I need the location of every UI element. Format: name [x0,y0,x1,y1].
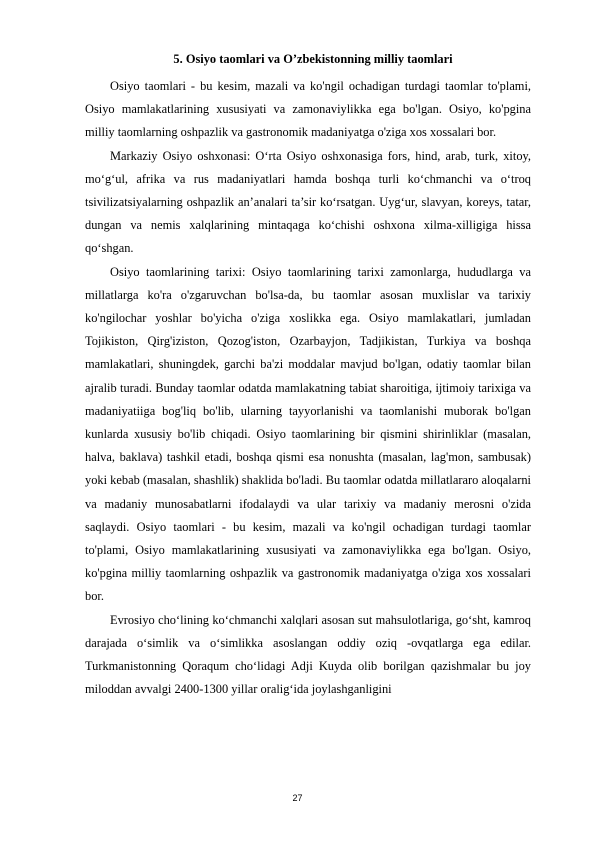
paragraph-central-asia-cuisine: Markaziy Osiyo oshxonasi: O‘rta Osiyo oshxonasiga fors, hind, arab, turk, xitoy, mo‘g‘ul, afrika va rus madaniyatlari hamda boshqa turli ko‘chmanchi va o‘troq tsivilizatsiyalarning oshpazlik an’analari ta’sir ko‘rsatgan. Uyg‘ur, slavyan, koreys, tatar, dungan va nemis xalqlarining mintaqaga ko‘chishi oshxona xilma-xilligiga hissa qo‘shgan. [85,148,531,256]
paragraph-history: Osiyo taomlarining tarixi: Osiyo taomlarining tarixi zamonlarga, hududlarga va millatlarga ko'ra o'zgaruvchan bo'lsa-da, bu taomlar asosan muxlislar va tarixiy ko'ngilochar yoshlar bo'yicha o'ziga xoslikka ega. Osiyo mamlakatlari, jumladan Tojikiston, Qirg'iziston, Qozog'iston, Ozarbayjon, Tadjikistan, Turkiya va boshqa mamlakatlari, shuningdek, garchi ba'zi moddalar mavjud bo'lgan, odatiy taomlar bilan ajralib turadi. Bunday taomlar odatda mamlakatning tabiat sharoitiga, ijtimoiy tarixiga va madaniyatiiga bog'liq bo'lib, ularning tayyorlanishi va taomlanishi muborak bo'lgan kunlarda xususiy bo'lib chiqadi. Osiyo taomlarining bir qismini shirinliklar (masalan, halva, baklava) tashkil etadi, boshqa qismi esa nonushta (masalan, lag'mon, sambusak) yoki kebab (masalan, shashlik) shaklida bo'ladi. Bu taomlar odatda millatlararo aloqalarni va madaniy munosabatlarni ifodalaydi va ular tarixiy va madaniy merosni o'zida saqlaydi. Osiyo taomlari - bu kesim, mazali va ko'ngil ochadigan turdagi taomlar to'plami, Osiyo mamlakatlarining xususiyati va zamonaviylikka ega bo'lgan. Osiyo, ko'pgina milliy taomlarning oshpazlik va gastronomik madaniyatga o'ziga xos xossalari bor. [85,264,531,604]
paragraph-intro: Osiyo taomlari - bu kesim, mazali va ko'ngil ochadigan turdagi taomlar to'plami, Osiyo mamlakatlarining xususiyati va zamonaviylikka ega bo'lgan. Osiyo, ko'pgina milliy taomlarning oshpazlik va gastronomik madaniyatga o'ziga xos xossalari bor. [85,79,531,140]
paragraph-eurasian-nomads: Evrosiyo cho‘lining ko‘chmanchi xalqlari asosan sut mahsulotlariga, go‘sht, kamroq darajada o‘simlik va o‘simlikka asoslangan oddiy oziq -ovqatlarga ega edilar. Turkmanistonning Qoraqum cho‘lidagi Adji Kuyda olib borilgan qazishmalar bu joy miloddan avvalgi 2400-1300 yillar oralig‘ida joylashganligini [85,612,531,697]
section-heading: 5. Osiyo taomlari va O’zbekistonning milliy taomlari [173,52,453,66]
document-page [85,50,531,701]
page-number: 27 [292,793,303,803]
